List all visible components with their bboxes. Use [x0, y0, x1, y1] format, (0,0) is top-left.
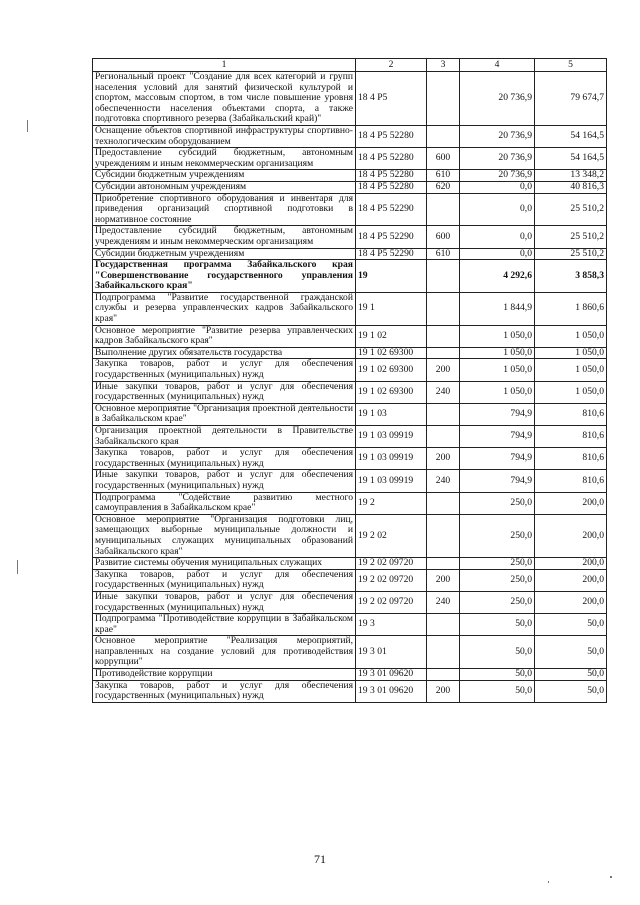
table-row: [93, 260, 607, 293]
row-name-cell: Основное мероприятие "Реализация мероприятий, направленных на создание условий для противодействия коррупции": [93, 636, 356, 669]
header-row: [93, 59, 607, 72]
row-amount-1-cell: 250,0: [460, 514, 535, 557]
row-name-cell: Подпрограмма "Противодействие коррупции в Забайкальском крае": [93, 614, 356, 636]
row-code-cell: 19 1: [356, 292, 427, 325]
row-expense-type-cell: 240: [427, 470, 460, 492]
table-row: [93, 226, 607, 248]
table-row: [93, 514, 607, 557]
row-name-cell: Выполнение других обязательств государства: [93, 347, 356, 359]
row-amount-2-cell: 13 348,2: [535, 170, 607, 182]
row-amount-2-cell: 1 860,6: [535, 292, 607, 325]
table-row: [93, 680, 607, 702]
row-code-cell: 18 4 P5 52290: [356, 248, 427, 260]
table-row: [93, 614, 607, 636]
row-amount-1-cell: 1 050,0: [460, 347, 535, 359]
row-expense-type-cell: [427, 426, 460, 448]
row-amount-1-cell: 794,9: [460, 470, 535, 492]
row-code-cell: 19 1 02 69300: [356, 347, 427, 359]
row-expense-type-cell: 600: [427, 226, 460, 248]
row-expense-type-cell: 620: [427, 181, 460, 193]
row-code-cell: 19 1 03: [356, 403, 427, 425]
row-name-cell: Подпрограмма "Развитие государственной гражданской службы и резерва управленческих кадров Забайкальского края": [93, 292, 356, 325]
row-expense-type-cell: [427, 558, 460, 570]
row-amount-1-cell: 20 736,9: [460, 72, 535, 126]
table-row: [93, 403, 607, 425]
row-expense-type-cell: [427, 125, 460, 147]
row-name-cell: Иные закупки товаров, работ и услуг для обеспечения государственных (муниципальных) нужд: [93, 470, 356, 492]
row-name-cell: Основное мероприятие "Организация проектной деятельности в Забайкальском крае": [93, 403, 356, 425]
scan-mark: [610, 876, 612, 878]
row-name-cell: Предоставление субсидий бюджетным, автономным учреждениям и иным некоммерческим организациям: [93, 148, 356, 170]
row-name-cell: Региональный проект "Создание для всех категорий и групп населения условий для занятий физической культурой и спортом, массовым спортом, в том числе повышение уровня обеспеченности населения объектами спорта, а также подготовка спортивного резерва (Забайкальский край)": [93, 72, 356, 126]
row-amount-2-cell: 200,0: [535, 514, 607, 557]
row-name-cell: Основное мероприятие "Развитие резерва управленческих кадров Забайкальского края": [93, 325, 356, 347]
row-amount-1-cell: 4 292,6: [460, 260, 535, 293]
row-expense-type-cell: 200: [427, 359, 460, 381]
row-amount-1-cell: 250,0: [460, 492, 535, 514]
row-code-cell: 18 4 P5: [356, 72, 427, 126]
row-code-cell: 19 2: [356, 492, 427, 514]
row-expense-type-cell: 610: [427, 248, 460, 260]
table-row: [93, 325, 607, 347]
row-expense-type-cell: [427, 514, 460, 557]
page-number: 71: [314, 852, 326, 866]
row-name-cell: Противодействие коррупции: [93, 669, 356, 681]
row-code-cell: 19 3 01: [356, 636, 427, 669]
row-code-cell: 18 4 P5 52280: [356, 181, 427, 193]
row-amount-1-cell: 50,0: [460, 614, 535, 636]
row-code-cell: 19 2 02: [356, 514, 427, 557]
scan-mark: [27, 120, 28, 132]
row-expense-type-cell: [427, 72, 460, 126]
row-code-cell: 19 1 02 69300: [356, 359, 427, 381]
scan-mark: [548, 881, 549, 883]
row-expense-type-cell: 200: [427, 569, 460, 591]
row-amount-1-cell: 1 050,0: [460, 381, 535, 403]
table-row: [93, 248, 607, 260]
table-row: [93, 72, 607, 126]
header-cell-amount-2: 5: [535, 59, 607, 72]
row-expense-type-cell: 200: [427, 680, 460, 702]
row-expense-type-cell: [427, 403, 460, 425]
row-code-cell: 18 4 P5 52290: [356, 193, 427, 226]
table-row: [93, 148, 607, 170]
row-amount-1-cell: 20 736,9: [460, 148, 535, 170]
row-amount-2-cell: 1 050,0: [535, 347, 607, 359]
row-amount-2-cell: 810,6: [535, 470, 607, 492]
row-amount-2-cell: 54 164,5: [535, 148, 607, 170]
table-row: [93, 669, 607, 681]
row-name-cell: Подпрограмма "Содействие развитию местного самоуправления в Забайкальском крае": [93, 492, 356, 514]
table-row: [93, 448, 607, 470]
row-expense-type-cell: 240: [427, 591, 460, 613]
row-expense-type-cell: [427, 325, 460, 347]
table-row: [93, 636, 607, 669]
row-expense-type-cell: 240: [427, 381, 460, 403]
row-amount-1-cell: 20 736,9: [460, 170, 535, 182]
row-amount-2-cell: 200,0: [535, 558, 607, 570]
row-amount-1-cell: 250,0: [460, 569, 535, 591]
row-code-cell: 19 1 03 09919: [356, 470, 427, 492]
row-code-cell: 19 2 02 09720: [356, 591, 427, 613]
table-row: [93, 492, 607, 514]
row-code-cell: 18 4 P5 52280: [356, 148, 427, 170]
row-name-cell: Приобретение спортивного оборудования и инвентаря для приведения организаций спортивной подготовки в нормативное состояние: [93, 193, 356, 226]
row-name-cell: Основное мероприятие "Организация подготовки лиц, замещающих выборные муниципальные должности и муниципальных служащих муниципальных образований Забайкальского края": [93, 514, 356, 557]
row-name-cell: Субсидии бюджетным учреждениям: [93, 248, 356, 260]
row-amount-2-cell: 200,0: [535, 569, 607, 591]
row-name-cell: Государственная программа Забайкальского края "Совершенствование государственного управления Забайкальского края": [93, 260, 356, 293]
row-code-cell: 19 2 02 09720: [356, 569, 427, 591]
table-row: [93, 125, 607, 147]
row-expense-type-cell: [427, 193, 460, 226]
row-amount-1-cell: 20 736,9: [460, 125, 535, 147]
row-code-cell: 19 2 02 09720: [356, 558, 427, 570]
row-expense-type-cell: 200: [427, 448, 460, 470]
row-code-cell: 18 4 P5 52280: [356, 125, 427, 147]
table-row: [93, 170, 607, 182]
budget-table: [92, 58, 607, 703]
table-body: [93, 72, 607, 703]
row-amount-1-cell: 250,0: [460, 591, 535, 613]
row-amount-2-cell: 200,0: [535, 591, 607, 613]
table-row: [93, 181, 607, 193]
row-name-cell: Организация проектной деятельности в Правительстве Забайкальского края: [93, 426, 356, 448]
row-amount-2-cell: 40 816,3: [535, 181, 607, 193]
row-amount-2-cell: 50,0: [535, 669, 607, 681]
row-name-cell: Оснащение объектов спортивной инфраструктуры спортивно-технологическим оборудованием: [93, 125, 356, 147]
table-row: [93, 347, 607, 359]
table-row: [93, 381, 607, 403]
row-amount-1-cell: 0,0: [460, 226, 535, 248]
row-amount-2-cell: 79 674,7: [535, 72, 607, 126]
row-amount-2-cell: 25 510,2: [535, 226, 607, 248]
row-amount-1-cell: 0,0: [460, 248, 535, 260]
row-code-cell: 19 3 01 09620: [356, 669, 427, 681]
row-expense-type-cell: 600: [427, 148, 460, 170]
header-cell-name: 1: [93, 59, 356, 72]
row-expense-type-cell: 610: [427, 170, 460, 182]
row-name-cell: Закупка товаров, работ и услуг для обеспечения государственных (муниципальных) нужд: [93, 680, 356, 702]
header-cell-expense-type: 3: [427, 59, 460, 72]
row-expense-type-cell: [427, 614, 460, 636]
row-code-cell: 19 1 02 69300: [356, 381, 427, 403]
row-amount-1-cell: 1 050,0: [460, 325, 535, 347]
row-expense-type-cell: [427, 292, 460, 325]
row-amount-1-cell: 1 844,9: [460, 292, 535, 325]
row-amount-1-cell: 250,0: [460, 558, 535, 570]
scan-mark: [17, 560, 18, 574]
row-amount-2-cell: 50,0: [535, 614, 607, 636]
header-cell-amount-1: 4: [460, 59, 535, 72]
row-amount-2-cell: 50,0: [535, 680, 607, 702]
row-name-cell: Закупка товаров, работ и услуг для обеспечения государственных (муниципальных) нужд: [93, 569, 356, 591]
row-expense-type-cell: [427, 636, 460, 669]
row-amount-2-cell: 810,6: [535, 403, 607, 425]
row-amount-1-cell: 794,9: [460, 403, 535, 425]
row-name-cell: Субсидии бюджетным учреждениям: [93, 170, 356, 182]
row-amount-1-cell: 50,0: [460, 636, 535, 669]
row-code-cell: 19 3 01 09620: [356, 680, 427, 702]
row-amount-1-cell: 794,9: [460, 426, 535, 448]
row-code-cell: 18 4 P5 52280: [356, 170, 427, 182]
row-amount-2-cell: 200,0: [535, 492, 607, 514]
row-amount-2-cell: 50,0: [535, 636, 607, 669]
row-name-cell: Закупка товаров, работ и услуг для обеспечения государственных (муниципальных) нужд: [93, 359, 356, 381]
row-code-cell: 19 3: [356, 614, 427, 636]
row-code-cell: 19 1 02: [356, 325, 427, 347]
row-name-cell: Закупка товаров, работ и услуг для обеспечения государственных (муниципальных) нужд: [93, 448, 356, 470]
table-row: [93, 470, 607, 492]
table-row: [93, 359, 607, 381]
row-expense-type-cell: [427, 492, 460, 514]
row-amount-1-cell: 50,0: [460, 669, 535, 681]
row-name-cell: Иные закупки товаров, работ и услуг для обеспечения государственных (муниципальных) нужд: [93, 381, 356, 403]
table-row: [93, 292, 607, 325]
row-amount-2-cell: 54 164,5: [535, 125, 607, 147]
row-amount-2-cell: 1 050,0: [535, 381, 607, 403]
table-row: [93, 558, 607, 570]
row-amount-2-cell: 1 050,0: [535, 325, 607, 347]
row-code-cell: 18 4 P5 52290: [356, 226, 427, 248]
table-row: [93, 193, 607, 226]
row-name-cell: Предоставление субсидий бюджетным, автономным учреждениям и иным некоммерческим организациям: [93, 226, 356, 248]
table-row: [93, 426, 607, 448]
row-amount-2-cell: 810,6: [535, 448, 607, 470]
row-amount-1-cell: 50,0: [460, 680, 535, 702]
row-amount-1-cell: 1 050,0: [460, 359, 535, 381]
row-expense-type-cell: [427, 260, 460, 293]
row-code-cell: 19: [356, 260, 427, 293]
row-amount-2-cell: 25 510,2: [535, 248, 607, 260]
row-amount-2-cell: 25 510,2: [535, 193, 607, 226]
row-amount-2-cell: 810,6: [535, 426, 607, 448]
row-amount-2-cell: 3 858,3: [535, 260, 607, 293]
row-name-cell: Развитие системы обучения муниципальных служащих: [93, 558, 356, 570]
row-code-cell: 19 1 03 09919: [356, 448, 427, 470]
table-row: [93, 591, 607, 613]
table-row: [93, 569, 607, 591]
row-name-cell: Субсидии автономным учреждениям: [93, 181, 356, 193]
row-expense-type-cell: [427, 669, 460, 681]
row-expense-type-cell: [427, 347, 460, 359]
row-name-cell: Иные закупки товаров, работ и услуг для обеспечения государственных (муниципальных) нужд: [93, 591, 356, 613]
row-amount-1-cell: 0,0: [460, 181, 535, 193]
row-amount-1-cell: 0,0: [460, 193, 535, 226]
row-amount-2-cell: 1 050,0: [535, 359, 607, 381]
header-cell-code: 2: [356, 59, 427, 72]
row-code-cell: 19 1 03 09919: [356, 426, 427, 448]
row-amount-1-cell: 794,9: [460, 448, 535, 470]
